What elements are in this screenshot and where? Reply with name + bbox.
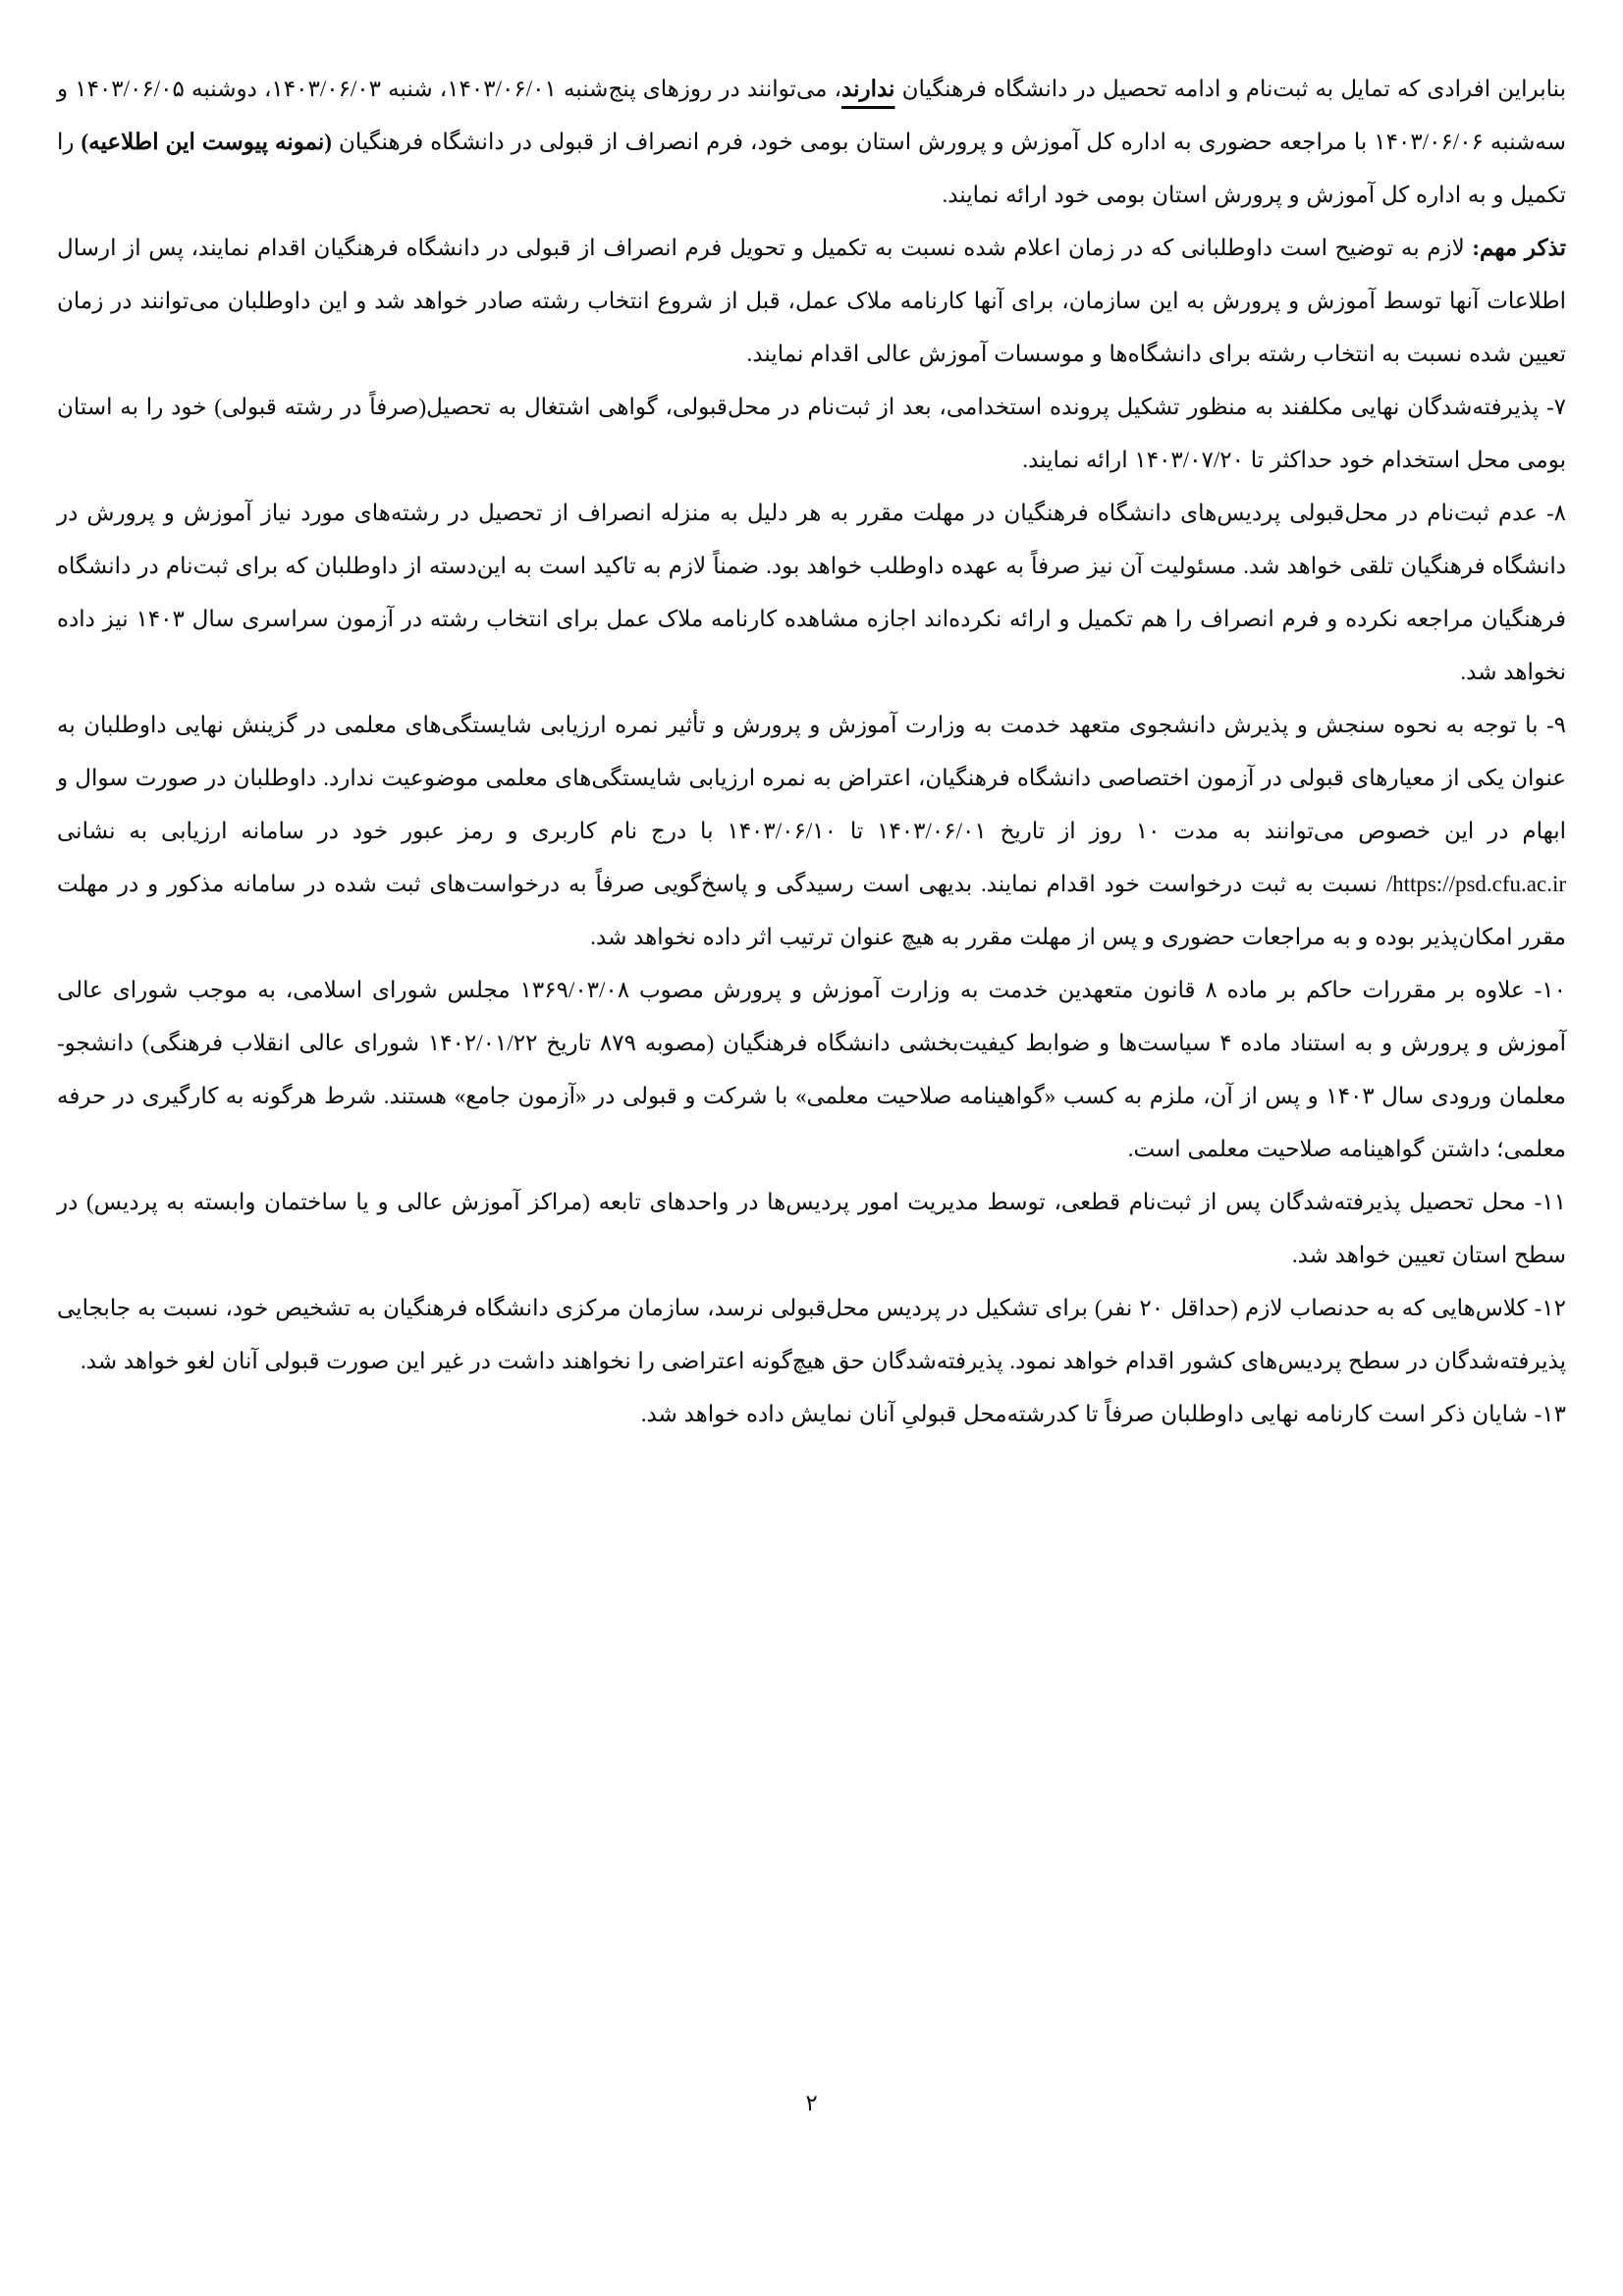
- item-12-paragraph: [50, 1282, 1566, 1388]
- item-10-text: ۱۰- علاوه بر مقررات حاکم بر ماده ۸ قانون متعهدین خدمت به وزارت آموزش و پرورش مصوب ۱۳۶۹/۰۳/۰۸ مجلس شورای اسلامی، به موجب شورای عالی آموزش و پرورش و به استناد ماده ۴ سیاست‌ها و ضوابط کیفیت‌بخشی دانشگاه فرهنگیان (مصوبه ۸۷۹ تاریخ ۱۴۰۲/۰۱/۲۲ شورای عالی انقلاب فرهنگی) دانشجو- معلمان ورودی سال ۱۴۰۳ و پس از آن، ملزم به کسب «گواهینامه صلاحیت معلمی» با شرکت و قبولی در «آزمون جامع» هستند. شرط هرگونه به کارگیری در حرفه معلمی؛ داشتن گواهینامه صلاحیت معلمی است.: [50, 978, 1566, 1161]
- item-11-text: ۱۱- محل تحصیل پذیرفته‌شدگان پس از ثبت‌نام قطعی، توسط مدیریت امور پردیس‌ها در واحدهای تابعه (مراکز آموزش عالی و یا ساختمان وابسته به پردیس) در سطح استان تعیین خواهد شد.: [50, 1190, 1566, 1267]
- item-8-text: ۸- عدم ثبت‌نام در محل‌قبولی پردیس‌های دانشگاه فرهنگیان در مهلت مقرر به هر دلیل به منزله انصراف از تحصیل در رشته‌های مورد نیاز آموزش و پرورش در دانشگاه فرهنگیان تلقی خواهد شد. مسئولیت آن نیز صرفاً به عهده داوطلب خواهد بود. ضمناً لازم به تاکید است به این‌دسته از داوطلبان که برای ثبت‌نام در دانشگاه فرهنگیان مراجعه نکرده و فرم انصراف را هم تکمیل و ارائه نکرده‌اند اجازه مشاهده کارنامه ملاک عمل برای انتخاب رشته در آزمون سراسری سال ۱۴۰۳ نیز داده نخواهد شد.: [50, 501, 1566, 684]
- important-note-paragraph: [50, 222, 1567, 381]
- item-13-text: ۱۳- شایان ذکر است کارنامه نهایی داوطلبان صرفاً تا کدرشته‌محل قبولیِ آنان نمایش داده خواهد شد.: [640, 1402, 1566, 1426]
- important-note-text: لازم به توضیح است داوطلبانی که در زمان اعلام شده نسبت به تکمیل و تحویل فرم انصراف از قبولی در دانشگاه فرهنگیان اقدام نمایند، پس از ارسال اطلاعات آنها توسط آموزش و پرورش به این سازمان، برای آنها کارنامه ملاک عمل، قبل از شروع انتخاب رشته صادر خواهد شد و این داوطلبان می‌توانند در زمان تعیین شده نسبت به انتخاب رشته برای دانشگاه‌ها و موسسات آموزش عالی اقدام نمایند.: [50, 236, 1567, 366]
- document-body-text: [43, 63, 1567, 1441]
- item-9-text: ۹- با توجه به نحوه سنجش و پذیرش دانشجوی متعهد خدمت به وزارت آموزش و پرورش و تأثیر نمره ارزیابی شایستگی‌های معلمی در گزینش نهایی داوطلبان به عنوان یکی از معیارهای قبولی در آزمون اختصاصی دانشگاه فرهنگیان، اعتراض به نمره ارزیابی شایستگی‌های معلمی موضوعیت ندارد. داوطلبان در صورت سوال و ابهام در این خصوص می‌توانند به مدت ۱۰ روز از تاریخ ۱۴۰۳/۰۶/۰۱ تا ۱۴۰۳/۰۶/۱۰ با درج نام کاربری و رمز عبور خود در سامانه ارزیابی به نشانی: [43, 713, 1566, 843]
- intro-text: ، می‌توانند در روزهای پنج‌شنبه ۱۴۰۳/۰۶/۰۱، شنبه ۱۴۰۳/۰۶/۰۳، دوشنبه ۱۴۰۳/۰۶/۰۵ و سه‌شنبه ۱۴۰۳/۰۶/۰۶ با مراجعه حضوری به اداره کل آموزش و پرورش استان بومی خود، فرم انصراف از قبولی در دانشگاه فرهنگیان: [50, 77, 1567, 154]
- evaluation-system-url: https://psd.cfu.ac.ir/: [1385, 872, 1567, 896]
- intro-emphasis-nadarand: ندارند: [841, 77, 895, 101]
- intro-text: را تکمیل و به اداره کل آموزش و پرورش استان بومی خود ارائه نمایند.: [50, 130, 1566, 207]
- intro-paragraph: [50, 63, 1567, 222]
- item-12-text: ۱۲- کلاس‌هایی که به حدنصاب لازم (حداقل ۲۰ نفر) برای تشکیل در پردیس محل‌قبولی نرسد، سازمان مرکزی دانشگاه فرهنگیان به تشخیص خود، نسبت به جابجایی پذیرفته‌شدگان در سطح پردیس‌های کشور اقدام خواهد نمود. پذیرفته‌شدگان حق هیچ‌گونه اعتراضی را نخواهند داشت در غیر این صورت قبولی آنان لغو خواهد شد.: [50, 1296, 1566, 1373]
- item-9-paragraph: [43, 699, 1567, 964]
- important-note-label: تذکر مهم:: [1472, 236, 1566, 260]
- item-10-paragraph: [50, 964, 1566, 1176]
- item-11-paragraph: [50, 1176, 1566, 1282]
- intro-attachment-note: (نمونه پیوست این اطلاعیه): [81, 130, 332, 154]
- item-7-paragraph: [50, 381, 1566, 487]
- intro-text: بنابراین افرادی که تمایل به ثبت‌نام و ادامه تحصیل در دانشگاه فرهنگیان: [894, 77, 1567, 101]
- item-8-paragraph: [50, 487, 1566, 699]
- item-13-paragraph: [57, 1388, 1566, 1441]
- item-7-text: ۷- پذیرفته‌شدگان نهایی مکلفند به منظور تشکیل پرونده استخدامی، بعد از ثبت‌نام در محل‌قبولی، گواهی اشتغال به تحصیل(صرفاً در رشته قبولی) خود را به استان بومی محل استخدام خود حداکثر تا ۱۴۰۳/۰۷/۲۰ ارائه نمایند.: [50, 395, 1566, 472]
- item-9-text: نسبت به ثبت درخواست خود اقدام نمایند. بدیهی است رسیدگی و پاسخ‌گویی صرفاً به درخواست‌های ثبت شده در سامانه مذکور و در مهلت مقرر امکان‌پذیر بوده و به مراجعات حضوری و پس از مهلت مقرر به هیچ عنوان ترتیب اثر داده نخواهد شد.: [50, 872, 1566, 949]
- page-number: ۲: [805, 2091, 818, 2115]
